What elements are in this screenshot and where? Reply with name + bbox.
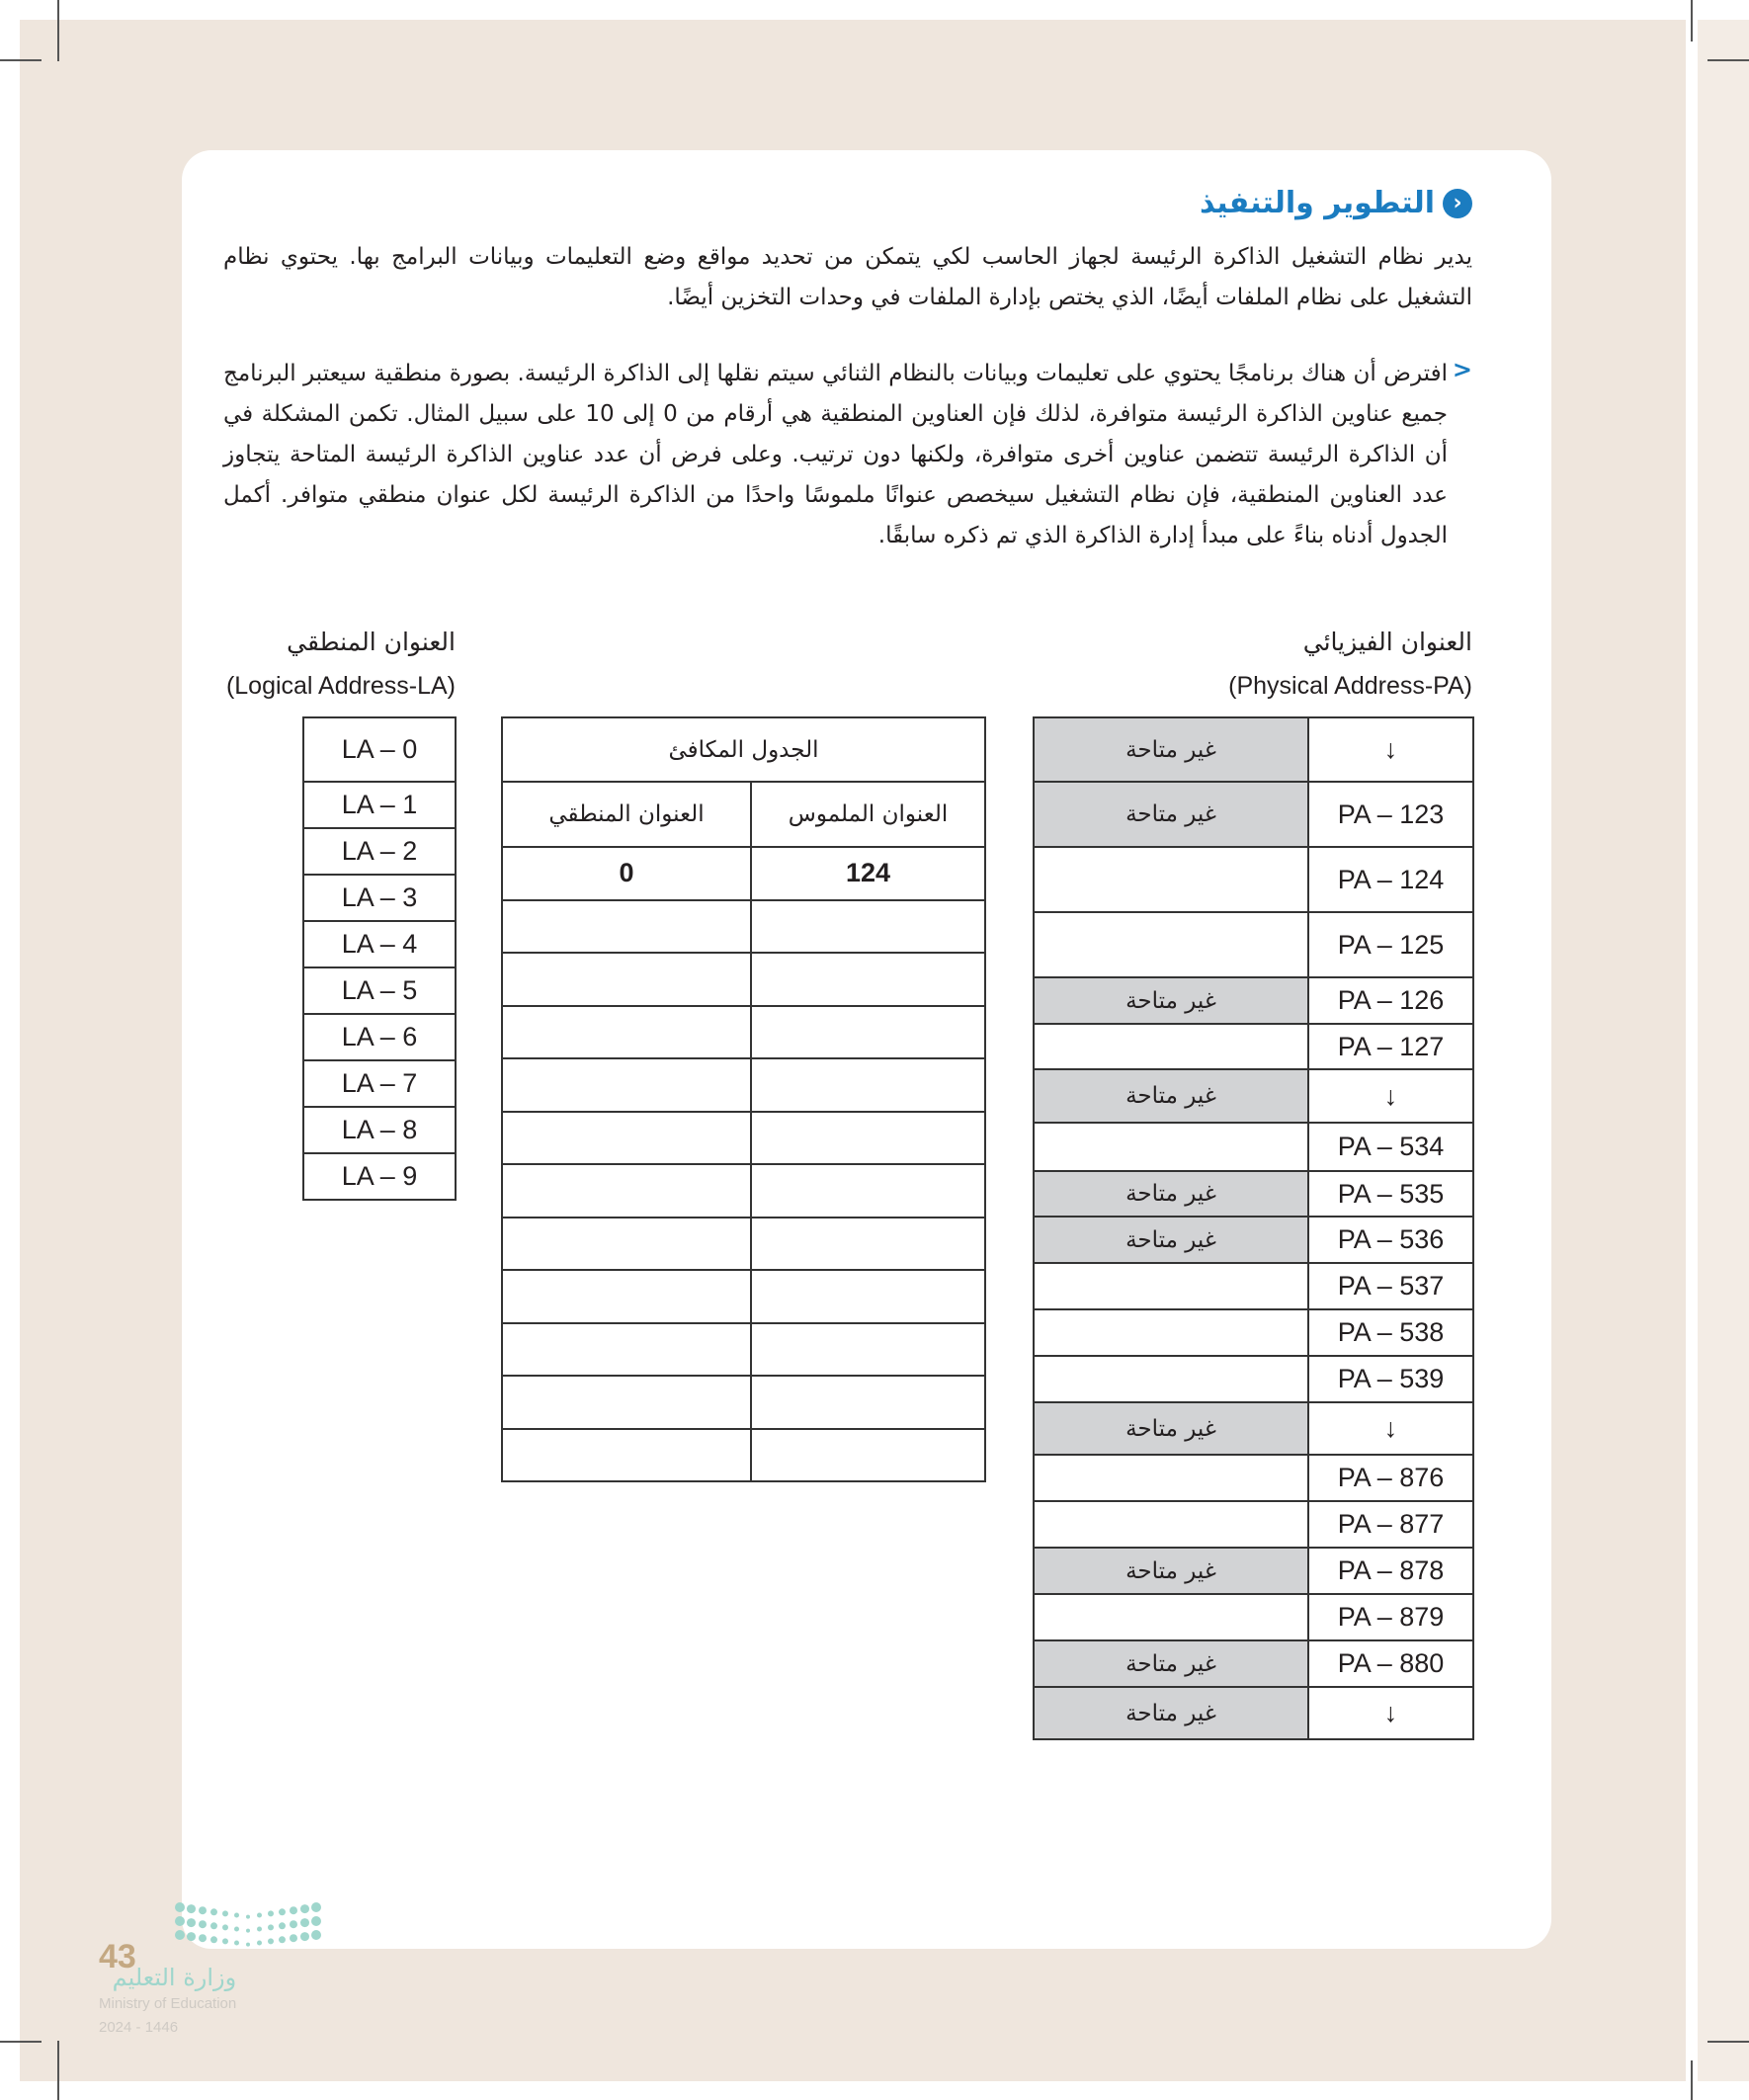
logo-dot [210,1908,217,1915]
mapping-row [502,1218,985,1271]
col-header-logical: العنوان المنطقي [502,782,751,847]
physical-row [1034,1123,1473,1171]
logical-address-cell: LA – 2 [303,828,456,875]
logo-dot [268,1910,274,1916]
edition-year: 2024 - 1446 [99,2019,179,2036]
logo-dot [234,1927,239,1932]
physical-row [1034,1640,1473,1687]
logo-dot [210,1922,217,1929]
availability-cell [1034,1024,1308,1069]
mapping-physical-cell[interactable] [751,1270,985,1323]
mapping-physical-cell[interactable] [751,900,985,954]
logo-dot [311,1930,321,1940]
mapping-physical-cell[interactable] [751,1218,985,1271]
logical-address-cell: LA – 0 [303,717,456,782]
physical-address-cell: PA – 536 [1308,1217,1473,1263]
availability-cell: غير متاحة [1034,1640,1308,1687]
mapping-row [502,847,985,900]
mapping-row [502,1164,985,1218]
mapping-physical-cell[interactable] [751,953,985,1006]
mapping-row [502,1323,985,1377]
mapping-row [502,953,985,1006]
crop-mark [1691,0,1693,42]
mapping-row [502,1376,985,1429]
logo-dot [246,1929,250,1933]
availability-cell [1034,1501,1308,1548]
physical-row [1034,1501,1473,1548]
section-title: التطوير والتنفيذ [1199,186,1435,220]
availability-cell: غير متاحة [1034,1171,1308,1217]
logical-label-ar: العنوان المنطقي [287,628,456,656]
physical-address-cell: PA – 125 [1308,912,1473,977]
mapping-physical-cell[interactable] [751,1112,985,1165]
logo-dot [300,1904,309,1913]
arrow-down-icon: ↓ [1308,1402,1473,1455]
logical-row [303,782,456,828]
availability-cell: غير متاحة [1034,977,1308,1024]
mapping-row [502,1006,985,1059]
availability-cell [1034,1594,1308,1640]
logical-row [303,967,456,1014]
logo-dot [300,1932,309,1941]
physical-address-cell: PA – 878 [1308,1548,1473,1594]
page-number: 43 [99,1938,136,1975]
physical-address-cell: PA – 535 [1308,1171,1473,1217]
logo-dot [222,1910,228,1916]
physical-row [1034,1455,1473,1501]
logo-dot [290,1934,297,1942]
logo-dot [311,1916,321,1926]
mapping-logical-cell[interactable] [502,1006,751,1059]
physical-address-cell: PA – 126 [1308,977,1473,1024]
logo-dot [290,1920,297,1928]
logical-row [303,1060,456,1107]
arrow-down-icon: ↓ [1308,1069,1473,1123]
logo-dot [199,1920,207,1928]
physical-row [1034,1263,1473,1309]
logo-dot [311,1902,321,1912]
logical-address-cell: LA – 8 [303,1107,456,1153]
mapping-physical-cell[interactable] [751,1429,985,1482]
physical-address-cell: PA – 539 [1308,1356,1473,1402]
physical-address-cell: PA – 534 [1308,1123,1473,1171]
logo-dot [187,1918,196,1927]
physical-row [1034,847,1473,912]
availability-cell [1034,1455,1308,1501]
mapping-row [502,1270,985,1323]
footer [99,1939,236,2040]
physical-address-cell: PA – 537 [1308,1263,1473,1309]
logical-address-cell: LA – 7 [303,1060,456,1107]
availability-cell [1034,1356,1308,1402]
physical-row [1034,1548,1473,1594]
availability-cell [1034,1123,1308,1171]
crop-mark [1691,2060,1693,2100]
mapping-logical-cell[interactable] [502,1429,751,1482]
physical-row [1034,912,1473,977]
logical-address-cell: LA – 5 [303,967,456,1014]
availability-cell: غير متاحة [1034,717,1308,782]
mapping-logical-cell[interactable] [502,1323,751,1377]
mapping-table [501,716,986,1482]
logo-dot [279,1922,286,1929]
logical-row [303,717,456,782]
physical-address-table [1033,716,1474,1740]
physical-label-en: (Physical Address-PA) [1228,672,1472,700]
physical-address-cell: PA – 880 [1308,1640,1473,1687]
mapping-title: الجدول المكافئ [502,717,985,782]
crop-mark [1707,2041,1749,2043]
logo-dot [268,1938,274,1944]
mapping-logical-cell[interactable] [502,1112,751,1165]
intro-paragraph: يدير نظام التشغيل الذاكرة الرئيسة لجهاز الحاسب لكي يتمكن من تحديد مواقع وضع التعليمات وبيانات البرامج بها. يحتوي نظام التشغيل على نظام الملفات أيضًا، الذي يختص بإدارة الملفات في وحدات التخزين أيضًا. [223,244,1472,310]
physical-row [1034,1217,1473,1263]
logo-dot [234,1913,239,1918]
logo-dot [290,1906,297,1914]
crop-mark [57,2041,59,2100]
physical-address-cell: PA – 879 [1308,1594,1473,1640]
physical-row [1034,977,1473,1024]
crop-mark [0,2041,42,2043]
ministry-name-ar: وزارة التعليم [112,1964,237,1991]
logical-row [303,875,456,921]
physical-row [1034,1356,1473,1402]
physical-label-ar: العنوان الفيزيائي [1302,628,1472,656]
logical-address-table [302,716,457,1201]
physical-row [1034,717,1473,782]
mapping-logical-cell[interactable] [502,1058,751,1112]
bullet-chevron-icon: > [1452,356,1472,383]
logo-dot [268,1924,274,1930]
logo-dot [246,1915,250,1919]
mapping-physical-cell[interactable] [751,1006,985,1059]
logo-dot [246,1943,250,1947]
mapping-logical-cell[interactable] [502,900,751,954]
logical-address-cell: LA – 9 [303,1153,456,1200]
mapping-row [502,1058,985,1112]
availability-cell [1034,847,1308,912]
logical-address-cell: LA – 3 [303,875,456,921]
logo-dot [300,1918,309,1927]
logical-row [303,1107,456,1153]
physical-address-cell: PA – 877 [1308,1501,1473,1548]
logical-address-cell: LA – 6 [303,1014,456,1060]
mapping-physical-cell[interactable] [751,1058,985,1112]
chevron-left-icon: ‹ [1443,189,1472,218]
availability-cell: غير متاحة [1034,1217,1308,1263]
logo-dot [257,1941,262,1946]
physical-row [1034,1024,1473,1069]
physical-row [1034,1171,1473,1217]
ministry-name-en: Ministry of Education [99,1995,237,2012]
logical-row [303,921,456,967]
col-header-physical: العنوان الملموس [751,782,985,847]
crop-mark [1707,59,1749,61]
mapping-physical-cell[interactable]: 124 [751,847,985,900]
availability-cell: غير متاحة [1034,1069,1308,1123]
mapping-row [502,900,985,954]
arrow-down-icon: ↓ [1308,717,1473,782]
logical-address-cell: LA – 4 [303,921,456,967]
mapping-physical-cell[interactable] [751,1164,985,1218]
logo-dot [175,1902,185,1912]
physical-address-cell: PA – 124 [1308,847,1473,912]
physical-address-label [1228,621,1472,708]
physical-row [1034,1594,1473,1640]
physical-row [1034,782,1473,847]
logo-dot [187,1904,196,1913]
physical-address-cell: PA – 123 [1308,782,1473,847]
physical-row [1034,1687,1473,1739]
mapping-row [502,1429,985,1482]
logical-address-label [226,621,456,708]
physical-address-cell: PA – 876 [1308,1455,1473,1501]
arrow-down-icon: ↓ [1308,1687,1473,1739]
logo-dot [222,1924,228,1930]
availability-cell [1034,912,1308,977]
logo-dot [279,1936,286,1943]
physical-row [1034,1402,1473,1455]
crop-mark [0,59,42,61]
mapping-physical-cell[interactable] [751,1323,985,1377]
mapping-logical-cell[interactable]: 0 [502,847,751,900]
availability-cell: غير متاحة [1034,782,1308,847]
physical-row [1034,1069,1473,1123]
logical-label-en: (Logical Address-LA) [225,672,456,700]
logo-dot [279,1908,286,1915]
logical-row [303,828,456,875]
mapping-physical-cell[interactable] [751,1376,985,1429]
logo-dot [257,1913,262,1918]
physical-address-cell: PA – 538 [1308,1309,1473,1356]
mapping-row [502,1112,985,1165]
availability-cell [1034,1263,1308,1309]
logo-dot [175,1916,185,1926]
availability-cell: غير متاحة [1034,1687,1308,1739]
physical-row [1034,1309,1473,1356]
logical-row [303,1153,456,1200]
availability-cell: غير متاحة [1034,1548,1308,1594]
logical-row [303,1014,456,1060]
logo-dot [199,1906,207,1914]
logical-address-cell: LA – 1 [303,782,456,828]
section-heading [1200,186,1472,220]
page-edge-strip [1698,20,1749,2081]
logo-dot [257,1927,262,1932]
mapping-logical-cell[interactable] [502,953,751,1006]
mapping-logical-cell[interactable] [502,1164,751,1218]
availability-cell [1034,1309,1308,1356]
mapping-logical-cell[interactable] [502,1218,751,1271]
task-paragraph: افترض أن هناك برنامجًا يحتوي على تعليمات وبيانات بالنظام الثنائي سيتم نقلها إلى الذاكرة الرئيسة. بصورة منطقية سيعتبر البرنامج جميع عناوين الذاكرة الرئيسة متوافرة، لذلك فإن العناوين المنطقية هي أرقام من 0 إلى 10 على سبيل المثال. تكمن المشكلة في أن الذاكرة الرئيسة تتضمن عناوين أخرى متوافرة، ولكنها دون ترتيب. وعلى فرض أن عدد عناوين الذاكرة الرئيسة المتاحة يتجاوز عدد العناوين المنطقية، فإن نظام التشغيل سيخصص عنوانًا ملموسًا واحدًا من الذاكرة الرئيسة لكل عنوان منطقي متوافر. أكمل الجدول أدناه بناءً على مبدأ إدارة الذاكرة الذي تم ذكره سابقًا. [223,361,1448,548]
mapping-logical-cell[interactable] [502,1270,751,1323]
availability-cell: غير متاحة [1034,1402,1308,1455]
physical-address-cell: PA – 127 [1308,1024,1473,1069]
crop-mark [57,0,59,61]
mapping-logical-cell[interactable] [502,1376,751,1429]
